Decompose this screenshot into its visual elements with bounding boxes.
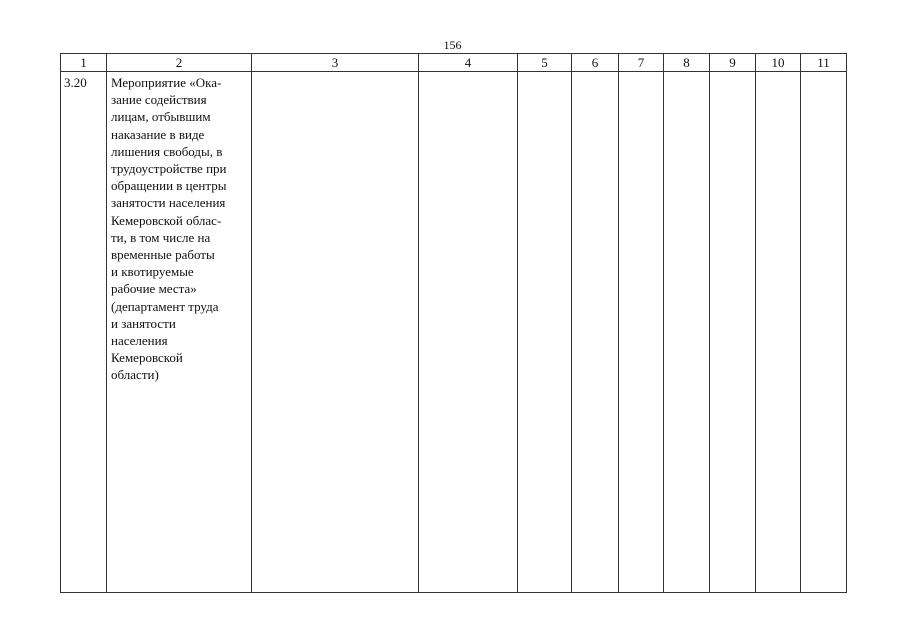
description-line: лицам, отбывшим: [111, 109, 211, 125]
column-header: 11: [801, 54, 847, 72]
description-line: Кемеровской облас-: [111, 212, 222, 228]
description-line: населения: [111, 333, 168, 349]
column-header: 7: [619, 54, 664, 72]
column-number-row: [61, 54, 847, 72]
column-header: 9: [710, 54, 756, 72]
column-header: 6: [572, 54, 619, 72]
description-line: зание содействия: [111, 92, 207, 108]
description-line: рабочие места»: [111, 281, 197, 297]
description-line: и квотируемые: [111, 264, 194, 280]
description-line: трудоустройстве при: [111, 161, 227, 177]
description-line: занятости населения: [111, 195, 226, 211]
description-line: наказание в виде: [111, 126, 205, 142]
column-header: 3: [252, 54, 419, 72]
column-header: 5: [518, 54, 572, 72]
empty-cell: [419, 72, 518, 593]
description-line: ти, в том числе на: [111, 229, 211, 245]
column-header: 4: [419, 54, 518, 72]
column-header: 8: [664, 54, 710, 72]
empty-cell: [756, 72, 801, 593]
page-number: 156: [443, 38, 462, 52]
row-number-cell: 3.20: [61, 72, 107, 593]
column-header: 2: [107, 54, 252, 72]
empty-cell: [252, 72, 419, 593]
empty-cell: [619, 72, 664, 593]
description-line: временные работы: [111, 247, 215, 263]
column-header: 1: [61, 54, 107, 72]
description-line: области): [111, 367, 159, 383]
empty-cell: [518, 72, 572, 593]
description-line: обращении в центры: [111, 178, 227, 194]
empty-cell: [572, 72, 619, 593]
column-header: 10: [756, 54, 801, 72]
empty-cell: [710, 72, 756, 593]
description-line: Мероприятие «Ока-: [111, 75, 222, 90]
description-line: лишения свободы, в: [111, 143, 223, 159]
activity-description-cell: [107, 72, 252, 593]
table-row: [61, 72, 847, 593]
program-table: [60, 53, 847, 593]
description-line: (департамент труда: [111, 298, 219, 314]
description-line: Кемеровской: [111, 350, 183, 366]
empty-cell: [801, 72, 847, 593]
empty-cell: [664, 72, 710, 593]
description-line: и занятости: [111, 315, 176, 331]
